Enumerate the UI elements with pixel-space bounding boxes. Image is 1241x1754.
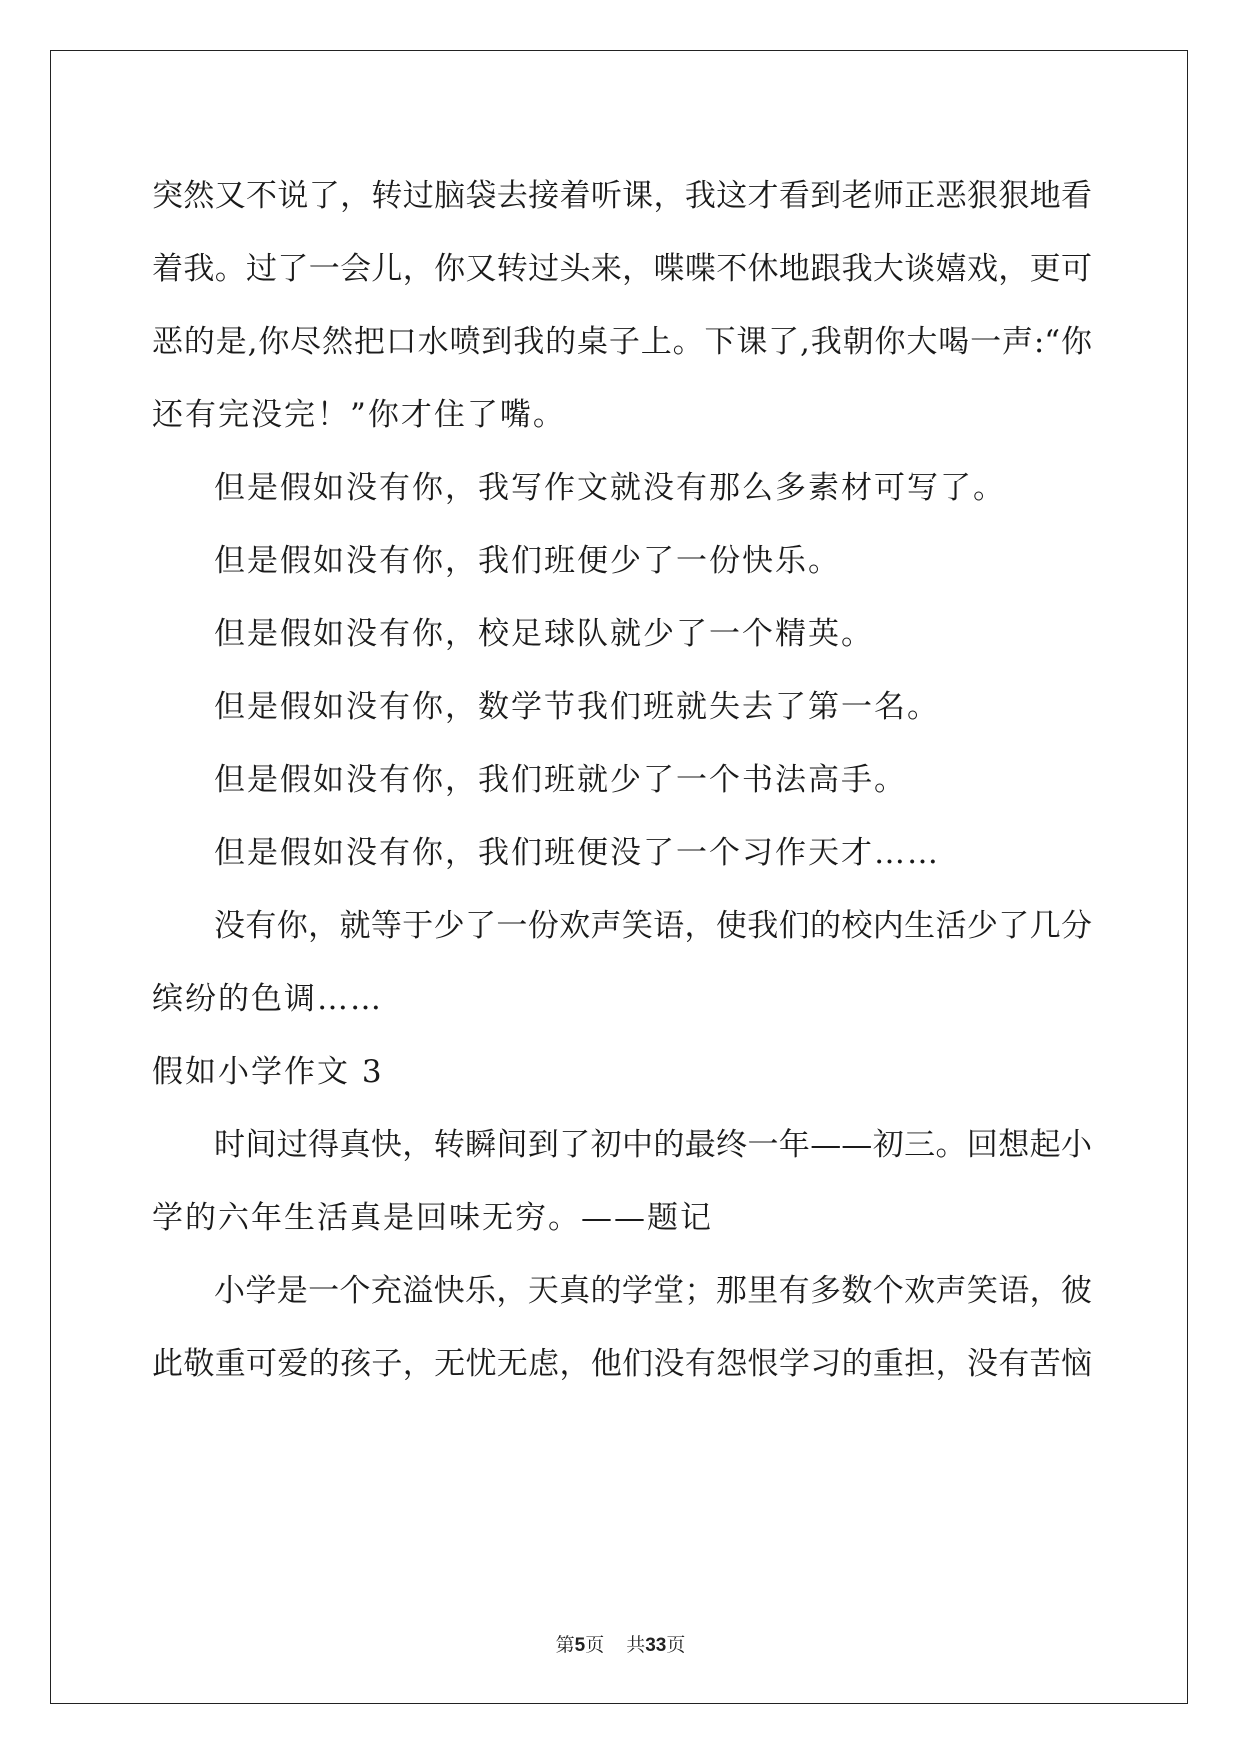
- paragraph-line: 此敬重可爱的孩子，无忧无虑，他们没有怨恨学习的重担，没有苦恼: [152, 1346, 1092, 1382]
- footer-page-suffix: 页: [585, 1634, 605, 1656]
- paragraph-line: 缤纷的色调……: [152, 981, 383, 1017]
- paragraph-line: 但是假如没有你，我们班就少了一个书法高手。: [214, 762, 907, 798]
- paragraph-line: 但是假如没有你，我写作文就没有那么多素材可写了。: [214, 470, 1006, 506]
- document-body: [152, 160, 1092, 1401]
- paragraph-line: 恶的是,你尽然把口水喷到我的桌子上。下课了,我朝你大喝一声:“你: [152, 324, 1092, 360]
- footer-page-prefix: 第: [555, 1634, 575, 1656]
- footer-total-prefix: 共: [626, 1634, 646, 1656]
- paragraph-line: 时间过得真快，转瞬间到了初中的最终一年——初三。回想起小: [214, 1127, 1092, 1163]
- page-footer: [0, 1630, 1241, 1657]
- paragraph-line: 没有你，就等于少了一份欢声笑语，使我们的校内生活少了几分: [214, 908, 1092, 944]
- footer-total-pages: 33: [645, 1635, 667, 1656]
- footer-total-suffix: 页: [666, 1634, 686, 1656]
- paragraph-line: 还有完没完！”你才住了嘴。: [152, 397, 566, 433]
- section-heading: 假如小学作文 3: [152, 1054, 384, 1090]
- footer-page-number: 5: [574, 1635, 586, 1656]
- paragraph-line: 但是假如没有你，校足球队就少了一个精英。: [214, 616, 874, 652]
- paragraph-line: 但是假如没有你，我们班便少了一份快乐。: [214, 543, 841, 579]
- paragraph-line: 学的六年生活真是回味无穷。——题记: [152, 1200, 713, 1236]
- paragraph-line: 着我。过了一会儿，你又转过头来，喋喋不休地跟我大谈嬉戏，更可: [152, 251, 1092, 287]
- paragraph-line: 但是假如没有你，我们班便没了一个习作天才……: [214, 835, 940, 871]
- paragraph-line: 小学是一个充溢快乐，天真的学堂；那里有多数个欢声笑语，彼: [214, 1273, 1092, 1309]
- paragraph-line: 突然又不说了，转过脑袋去接着听课，我这才看到老师正恶狠狠地看: [152, 178, 1092, 214]
- paragraph-line: 但是假如没有你，数学节我们班就失去了第一名。: [214, 689, 940, 725]
